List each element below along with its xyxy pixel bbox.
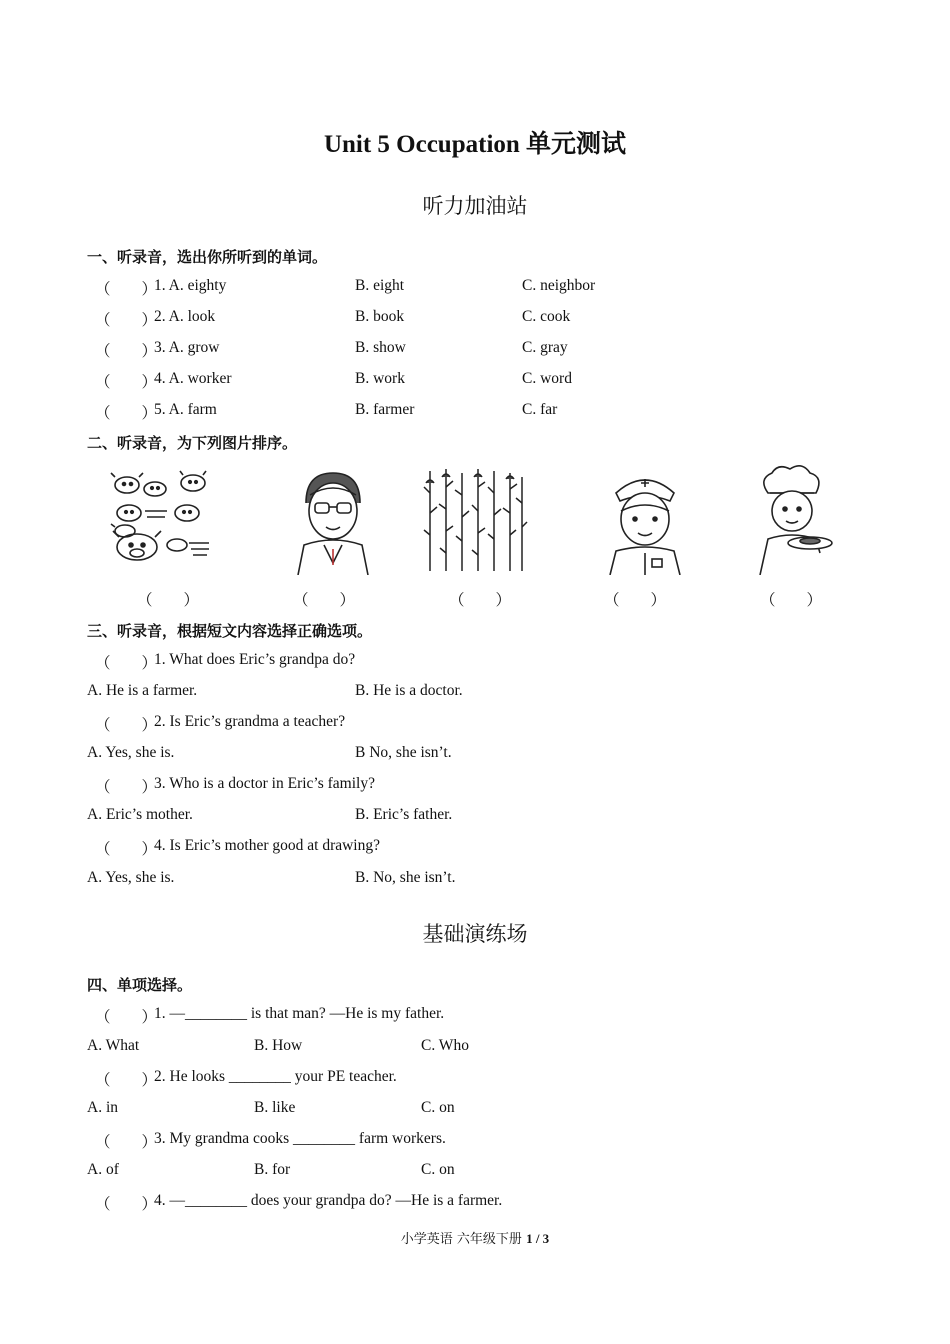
answer-blank[interactable]: （ ）	[95, 312, 158, 329]
part3-q1-option-a: A. He is a farmer.	[87, 682, 198, 699]
part4-q4: 4. —________ does your grandpa do? —He is a farmer.	[154, 1192, 503, 1209]
part1-q4: 4. A. worker	[154, 370, 232, 387]
part1-q3-option-c: C. gray	[522, 339, 568, 356]
part1-q5-option-b: B. farmer	[355, 401, 415, 418]
part1-q4-option-c: C. word	[522, 370, 572, 387]
answer-blank[interactable]: （ ）	[95, 717, 158, 734]
answer-blank[interactable]: （ ）	[95, 1009, 158, 1026]
section-title-listening: 听力加油站	[422, 194, 528, 218]
footer-text: 小学英语 六年级下册	[400, 1232, 527, 1247]
part4-heading: 四、单项选择。	[87, 976, 193, 994]
part3-q4-option-b: B. No, she isn’t.	[355, 869, 456, 886]
part4-q1: 1. —________ is that man? —He is my father.	[154, 1005, 445, 1022]
part1-q5: 5. A. farm	[154, 401, 217, 418]
part4-q3: 3. My grandma cooks ________ farm workers.	[154, 1130, 446, 1147]
answer-blank[interactable]: （ ）	[95, 655, 158, 672]
part3-q3: 3. Who is a doctor in Eric’s family?	[154, 775, 375, 792]
part3-heading: 三、听录音，根据短文内容选择正确选项。	[87, 622, 373, 640]
part1-q1-option-b: B. eight	[355, 277, 405, 294]
part1-q3-option-b: B. show	[355, 339, 406, 356]
answer-blank[interactable]: （ ）	[95, 1196, 158, 1213]
part3-q4: 4. Is Eric’s mother good at drawing?	[154, 837, 380, 854]
part4-q2-option-a: A. in	[87, 1099, 118, 1116]
crops-icon	[418, 463, 528, 575]
answer-blank[interactable]: （ ）	[95, 405, 158, 422]
part4-q2-option-c: C. on	[421, 1099, 455, 1116]
section-title-basics: 基础演练场	[422, 922, 528, 946]
picture-answer-blank[interactable]: （ ）	[293, 592, 356, 609]
part3-q2: 2. Is Eric’s grandma a teacher?	[154, 713, 346, 730]
part1-q2-option-b: B. book	[355, 308, 405, 325]
picture-answer-blank[interactable]: （ ）	[449, 592, 512, 609]
picture-answer-blank[interactable]: （ ）	[760, 592, 823, 609]
part4-q2-option-b: B. like	[254, 1099, 296, 1116]
part3-q1: 1. What does Eric’s grandpa do?	[154, 651, 356, 668]
part4-q3-option-c: C. on	[421, 1161, 455, 1178]
answer-blank[interactable]: （ ）	[95, 343, 158, 360]
part4-q3-option-b: B. for	[254, 1161, 291, 1178]
answer-blank[interactable]: （ ）	[95, 841, 158, 858]
part3-q2-option-b: B No, she isn’t.	[355, 744, 452, 761]
answer-blank[interactable]: （ ）	[95, 1134, 158, 1151]
part2-heading: 二、听录音，为下列图片排序。	[87, 434, 298, 452]
part1-q3: 3. A. grow	[154, 339, 220, 356]
part1-q2: 2. A. look	[154, 308, 216, 325]
picture-answer-blank[interactable]: （ ）	[137, 592, 200, 609]
part1-q5-option-c: C. far	[522, 401, 558, 418]
page-title: Unit 5 Occupation 单元测试	[323, 131, 627, 158]
part3-q3-option-b: B. Eric’s father.	[355, 806, 453, 823]
part4-q1-option-b: B. How	[254, 1037, 303, 1054]
part4-q2: 2. He looks ________ your PE teacher.	[154, 1068, 397, 1085]
answer-blank[interactable]: （ ）	[95, 1072, 158, 1089]
picture-answer-blank[interactable]: （ ）	[604, 592, 667, 609]
answer-blank[interactable]: （ ）	[95, 374, 158, 391]
answer-blank[interactable]: （ ）	[95, 281, 158, 298]
part4-q1-option-a: A. What	[87, 1037, 140, 1054]
part3-q2-option-a: A. Yes, she is.	[87, 744, 175, 761]
part1-q1: 1. A. eighty	[154, 277, 227, 294]
doctor-icon	[278, 463, 388, 575]
part4-q3-option-a: A. of	[87, 1161, 119, 1178]
part1-q2-option-c: C. cook	[522, 308, 571, 325]
cows-icon	[105, 463, 215, 575]
answer-blank[interactable]: （ ）	[95, 779, 158, 796]
part1-q4-option-b: B. work	[355, 370, 405, 387]
page-number: 1 / 3	[526, 1231, 550, 1246]
nurse-icon	[590, 463, 700, 575]
part4-q1-option-c: C. Who	[421, 1037, 469, 1054]
part1-q1-option-c: C. neighbor	[522, 277, 596, 294]
cook-icon	[738, 463, 848, 575]
part3-q1-option-b: B. He is a doctor.	[355, 682, 463, 699]
part1-heading: 一、听录音，选出你所听到的单词。	[87, 248, 328, 266]
page-footer	[0, 1228, 950, 1247]
part3-q3-option-a: A. Eric’s mother.	[87, 806, 193, 823]
part3-q4-option-a: A. Yes, she is.	[87, 869, 175, 886]
